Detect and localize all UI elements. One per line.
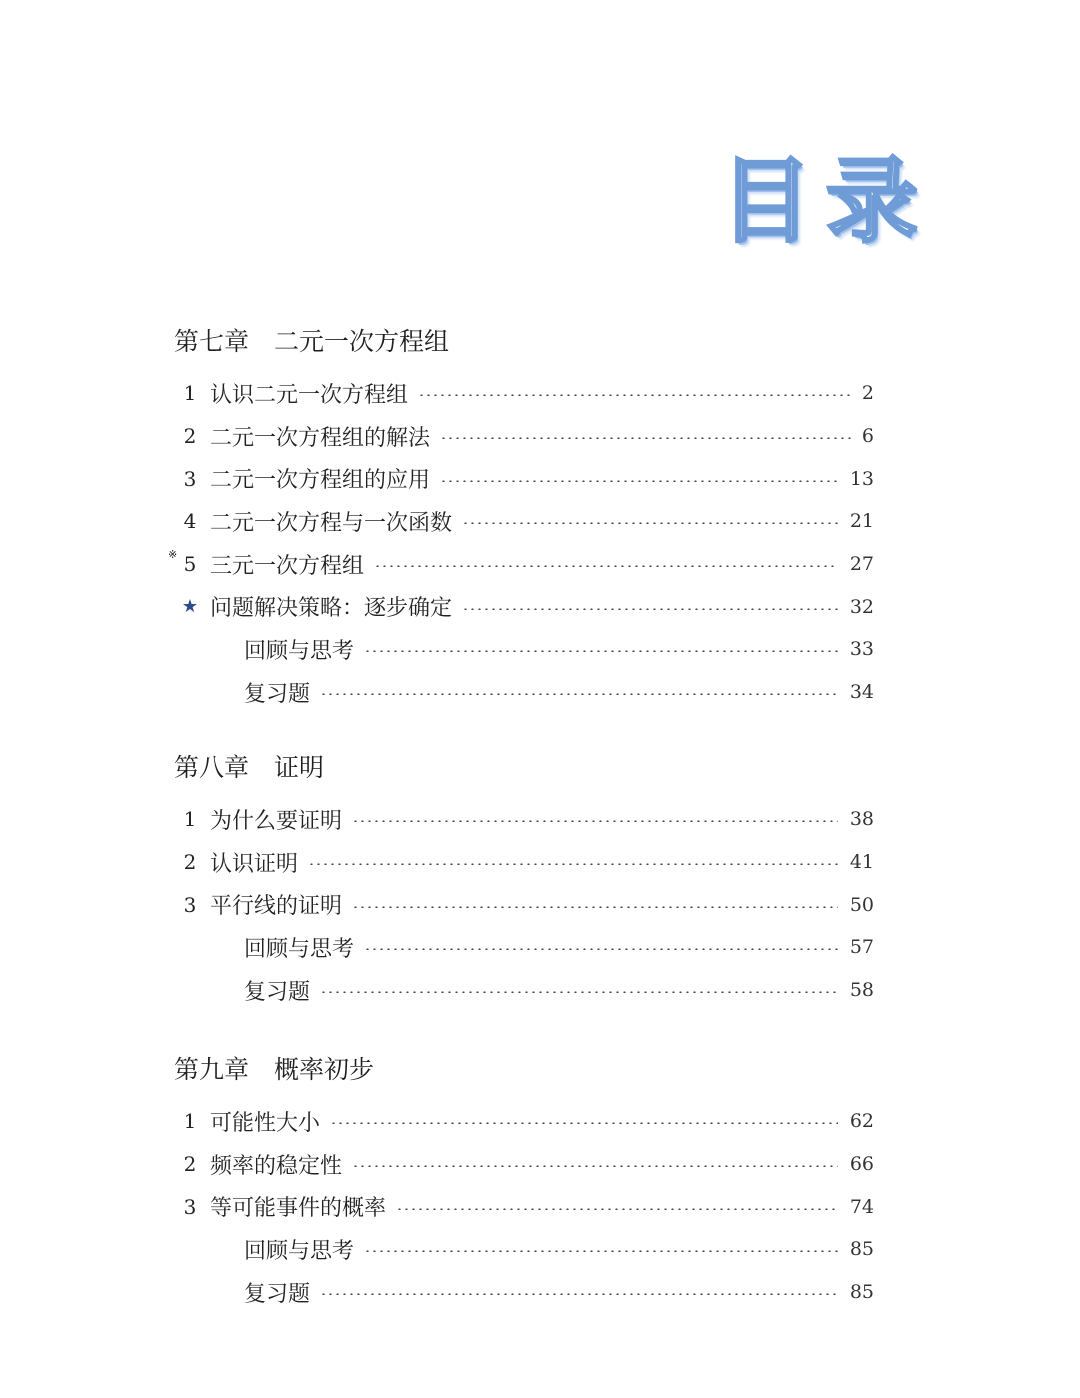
page-number: 33 bbox=[849, 638, 874, 661]
entry-title: 复习题 bbox=[244, 1281, 311, 1307]
entry-number: 2 bbox=[183, 424, 197, 449]
entry-title: 复习题 bbox=[244, 979, 311, 1005]
entry-title: 二元一次方程组的应用 bbox=[210, 468, 431, 494]
dot-leader bbox=[352, 1165, 838, 1167]
entry-number: 2 bbox=[183, 850, 197, 875]
entry-number: 3 bbox=[183, 1194, 197, 1219]
entry-title: 认识证明 bbox=[210, 851, 299, 877]
dot-leader bbox=[462, 608, 838, 610]
dot-leader bbox=[440, 480, 838, 482]
toc-entry[interactable] bbox=[174, 1143, 874, 1186]
page-number: 21 bbox=[849, 510, 874, 533]
entry-title: 回顾与思考 bbox=[244, 936, 355, 962]
optional-mark: ※ bbox=[168, 548, 178, 562]
entry-title: 三元一次方程组 bbox=[210, 553, 365, 579]
entry-title: 复习题 bbox=[244, 681, 311, 707]
page-number: 57 bbox=[849, 936, 874, 959]
toc-entry[interactable] bbox=[174, 1228, 874, 1271]
dot-leader bbox=[440, 437, 854, 439]
dot-leader bbox=[320, 1293, 838, 1295]
chapter-8 bbox=[174, 748, 874, 1011]
toc-entry[interactable] bbox=[174, 671, 874, 714]
entry-title: 回顾与思考 bbox=[244, 1238, 355, 1264]
toc-entry[interactable] bbox=[174, 1271, 874, 1314]
toc-entry[interactable] bbox=[174, 798, 874, 841]
chapter-7 bbox=[168, 322, 874, 714]
toc-entry[interactable] bbox=[174, 628, 874, 671]
toc-entry[interactable] bbox=[174, 926, 874, 969]
entry-number: 5 bbox=[183, 552, 197, 577]
toc-entry[interactable] bbox=[174, 969, 874, 1012]
dot-leader bbox=[364, 650, 838, 652]
dot-leader bbox=[320, 991, 838, 993]
entry-list bbox=[174, 1100, 874, 1313]
entry-number: 1 bbox=[183, 381, 197, 406]
chapter-heading bbox=[174, 1050, 874, 1090]
dot-leader bbox=[352, 820, 838, 822]
chapter-heading bbox=[174, 748, 874, 788]
dot-leader bbox=[364, 948, 838, 950]
toc-entry[interactable] bbox=[174, 1100, 874, 1143]
entry-title: 为什么要证明 bbox=[210, 808, 343, 834]
entry-number: 3 bbox=[183, 466, 197, 491]
chapter-name: 二元一次方程组 bbox=[274, 327, 450, 356]
page-number: 32 bbox=[849, 595, 874, 618]
entry-list bbox=[174, 798, 874, 1011]
page-number: 2 bbox=[861, 382, 874, 405]
entry-number: 4 bbox=[183, 509, 197, 534]
chapter-label: 第七章 bbox=[174, 327, 250, 356]
entry-title: 二元一次方程组的解法 bbox=[210, 425, 431, 451]
toc-entry[interactable] bbox=[174, 372, 874, 415]
chapter-name: 证明 bbox=[274, 753, 325, 782]
entry-number-optional bbox=[168, 548, 206, 577]
star-icon: ★ bbox=[181, 596, 199, 618]
page-number: 34 bbox=[849, 681, 874, 704]
entry-title: 问题解决策略：逐步确定 bbox=[210, 596, 453, 622]
entry-title: 回顾与思考 bbox=[244, 638, 355, 664]
chapter-name: 概率初步 bbox=[274, 1055, 375, 1084]
toc-entry[interactable] bbox=[174, 585, 874, 628]
entry-number: 3 bbox=[183, 892, 197, 917]
toc-entry[interactable] bbox=[174, 883, 874, 926]
entry-title: 认识二元一次方程组 bbox=[210, 382, 409, 408]
page-number: 50 bbox=[849, 893, 874, 916]
entry-title: 频率的稳定性 bbox=[210, 1153, 343, 1179]
dot-leader bbox=[364, 1250, 838, 1252]
entry-title: 等可能事件的概率 bbox=[210, 1196, 387, 1222]
page-number: 27 bbox=[849, 553, 874, 576]
chapter-label: 第九章 bbox=[174, 1055, 250, 1084]
entry-list bbox=[168, 372, 874, 714]
page-number: 38 bbox=[849, 808, 874, 831]
chapter-heading bbox=[174, 322, 874, 362]
page-number: 41 bbox=[849, 851, 874, 874]
page-number: 13 bbox=[849, 467, 874, 490]
toc-title: 目录 bbox=[720, 148, 933, 255]
dot-leader bbox=[320, 693, 838, 695]
toc-entry[interactable] bbox=[174, 415, 874, 458]
toc-entry[interactable] bbox=[174, 457, 874, 500]
toc-entry[interactable] bbox=[168, 543, 874, 586]
entry-title: 平行线的证明 bbox=[210, 894, 343, 920]
page-number: 85 bbox=[849, 1238, 874, 1261]
dot-leader bbox=[418, 394, 854, 396]
entry-title: 二元一次方程与一次函数 bbox=[210, 510, 453, 536]
toc-entry[interactable] bbox=[174, 1185, 874, 1228]
dot-leader bbox=[352, 906, 838, 908]
page-number: 74 bbox=[849, 1195, 874, 1218]
page-number: 85 bbox=[849, 1281, 874, 1304]
dot-leader bbox=[330, 1122, 838, 1124]
dot-leader bbox=[374, 565, 838, 567]
dot-leader bbox=[396, 1208, 838, 1210]
entry-title: 可能性大小 bbox=[210, 1110, 321, 1136]
page-number: 58 bbox=[849, 979, 874, 1002]
toc-entry[interactable] bbox=[174, 500, 874, 543]
page-number: 66 bbox=[849, 1153, 874, 1176]
chapter-label: 第八章 bbox=[174, 753, 250, 782]
entry-number: 2 bbox=[183, 1152, 197, 1177]
entry-number: 1 bbox=[183, 1109, 197, 1134]
page-number: 62 bbox=[849, 1110, 874, 1133]
chapter-9 bbox=[174, 1050, 874, 1313]
toc-entry[interactable] bbox=[174, 841, 874, 884]
dot-leader bbox=[462, 522, 838, 524]
entry-number: 1 bbox=[183, 807, 197, 832]
dot-leader bbox=[308, 863, 838, 865]
page-number: 6 bbox=[861, 425, 874, 448]
